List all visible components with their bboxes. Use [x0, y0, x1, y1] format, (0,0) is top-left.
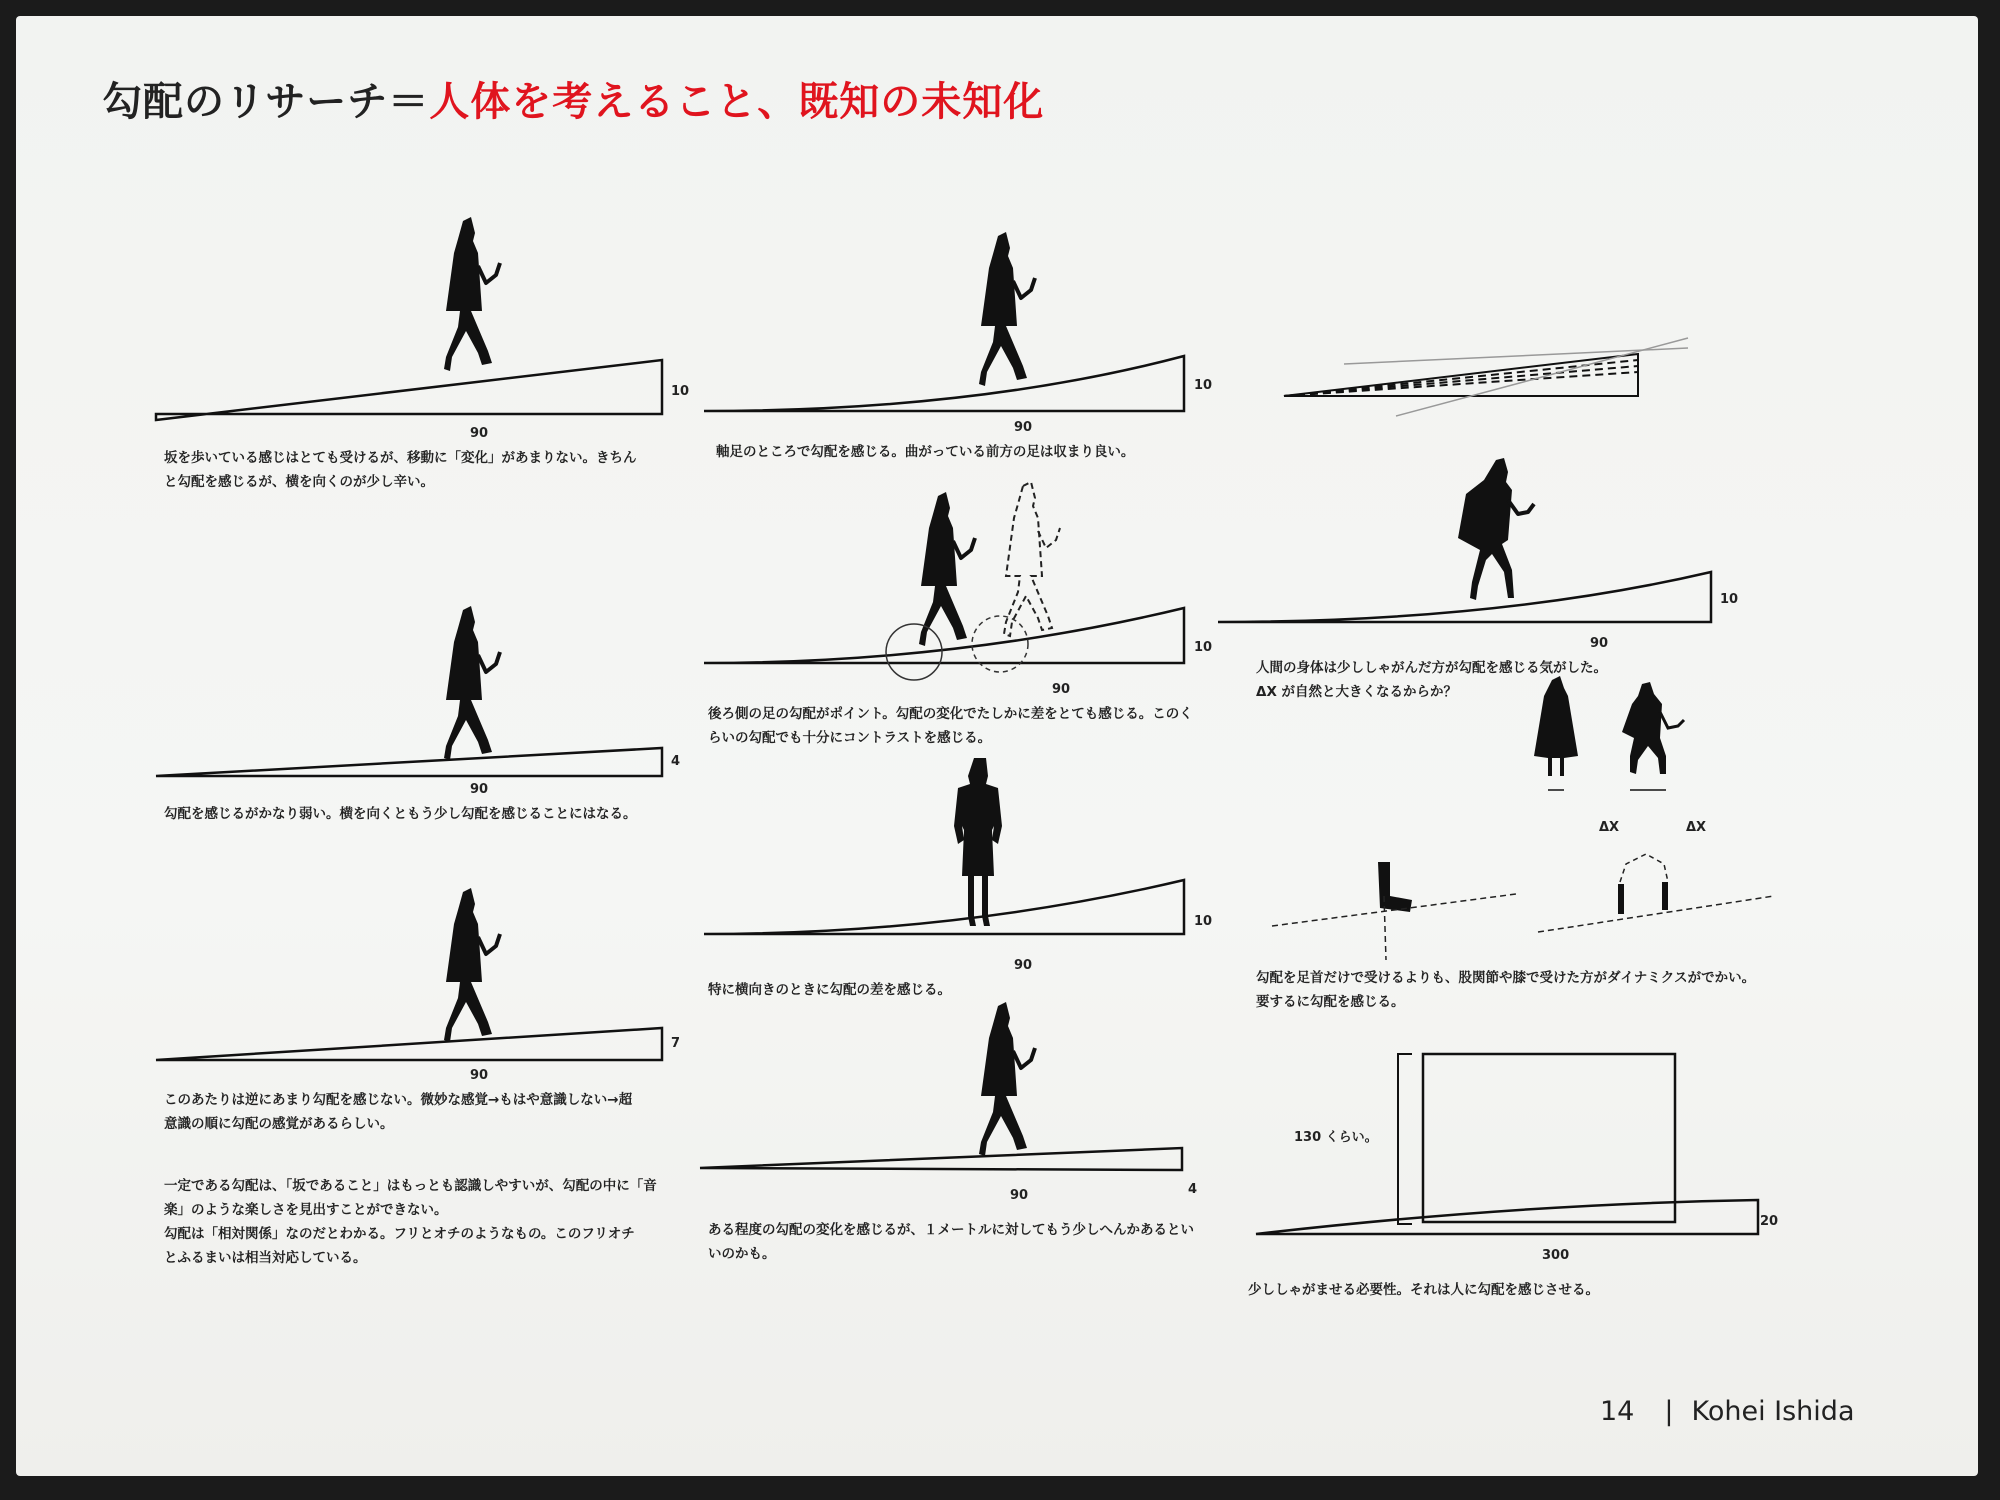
c3-2-rise: 10	[1720, 592, 1739, 607]
c3-4-run: 300	[1542, 1248, 1570, 1263]
delta-x-left: ΔX	[1599, 820, 1620, 835]
c1-3-rise: 7	[671, 1036, 681, 1051]
posture-comparison	[1272, 676, 1774, 960]
slope-diagram-c1-3	[156, 888, 662, 1060]
slope-diagram-c1-1	[156, 217, 662, 420]
caption-c2-4: ある程度の勾配の変化を感じるが、１メートルに対してもう少しへんかあるとい いのかも。	[708, 1222, 1194, 1262]
caption-c2-2: 後ろ側の足の勾配がポイント。勾配の変化でたしかに差をとても感じる。このく らいの勾配でも十分にコントラストを感じる。	[708, 706, 1193, 746]
caption-c2-1: 軸足のところで勾配を感じる。曲がっている前方の足は収まり良い。	[716, 444, 1135, 460]
slope-diagram-c2-2	[704, 482, 1184, 680]
caption-c1-1: 坂を歩いている感じはとても受けるが、移動に「変化」があまりない。きちん と勾配を感じるが、横を向くのが少し辛い。	[164, 450, 637, 490]
caption-c3-3: 勾配を足首だけで受けるよりも、股関節や膝で受けた方がダイナミクスがでかい。 要するに勾配を感じる。	[1256, 970, 1756, 1010]
slope-diagram-c2-3	[704, 758, 1184, 934]
c3-4-height-note: 130 くらい。	[1294, 1130, 1378, 1145]
caption-c2-3: 特に横向きのときに勾配の差を感じる。	[708, 982, 951, 998]
slope-diagram-c1-2	[156, 606, 662, 776]
slide	[16, 16, 1978, 1476]
caption-c1-extra: 一定である勾配は、「坂であること」はもっとも認識しやすいが、勾配の中に「音 楽」のような楽しさを見出すことができない。 勾配は「相対関係」なのだとわかる。フリとオチのようなもの。このフリオチ とふるまいは相当対応している。	[164, 1178, 657, 1266]
caption-c3-4: 少ししゃがませる必要性。それは人に勾配を感じさせる。	[1248, 1282, 1599, 1298]
page-number: 14	[1600, 1396, 1635, 1427]
c3-4-rise: 20	[1760, 1214, 1779, 1229]
caption-c3-2: 人間の身体は少ししゃがんだ方が勾配を感じる気がした。 ΔX が自然と大きくなるからか？	[1256, 660, 1607, 700]
slope-diagram-c3-2	[1218, 458, 1711, 622]
c2-2-run: 90	[1052, 682, 1071, 697]
title-accent: 人体を考えること、既知の未知化	[429, 79, 1045, 125]
title-main: 勾配のリサーチ＝	[102, 79, 430, 125]
c2-1-rise: 10	[1194, 378, 1213, 393]
c3-2-run: 90	[1590, 636, 1609, 651]
c1-1-run: 90	[470, 426, 489, 441]
c2-4-run: 90	[1010, 1188, 1029, 1203]
caption-c1-2: 勾配を感じるがかなり弱い。横を向くともう少し勾配を感じることにはなる。	[164, 806, 637, 822]
slope-overlay-diagram	[1284, 338, 1688, 416]
c2-1-run: 90	[1014, 420, 1033, 435]
caption-c1-3: このあたりは逆にあまり勾配を感じない。微妙な感覚→もはや意識しない→超 意識の順に勾配の感覚があるらしい。	[164, 1092, 633, 1132]
slope-diagram-c2-1	[704, 232, 1184, 411]
c2-3-rise: 10	[1194, 914, 1213, 929]
c1-2-rise: 4	[671, 754, 681, 769]
author-name: Kohei Ishida	[1691, 1396, 1855, 1427]
c1-2-run: 90	[470, 782, 489, 797]
slide-footer	[1600, 1396, 1854, 1427]
c2-2-rise: 10	[1194, 640, 1213, 655]
c2-3-run: 90	[1014, 958, 1033, 973]
slope-diagram-c2-4	[700, 1002, 1182, 1170]
footer-separator: |	[1664, 1396, 1674, 1427]
c1-1-rise: 10	[671, 384, 690, 399]
c1-3-run: 90	[470, 1068, 489, 1083]
c2-4-rise: 4	[1188, 1182, 1198, 1197]
delta-x-right: ΔX	[1686, 820, 1707, 835]
